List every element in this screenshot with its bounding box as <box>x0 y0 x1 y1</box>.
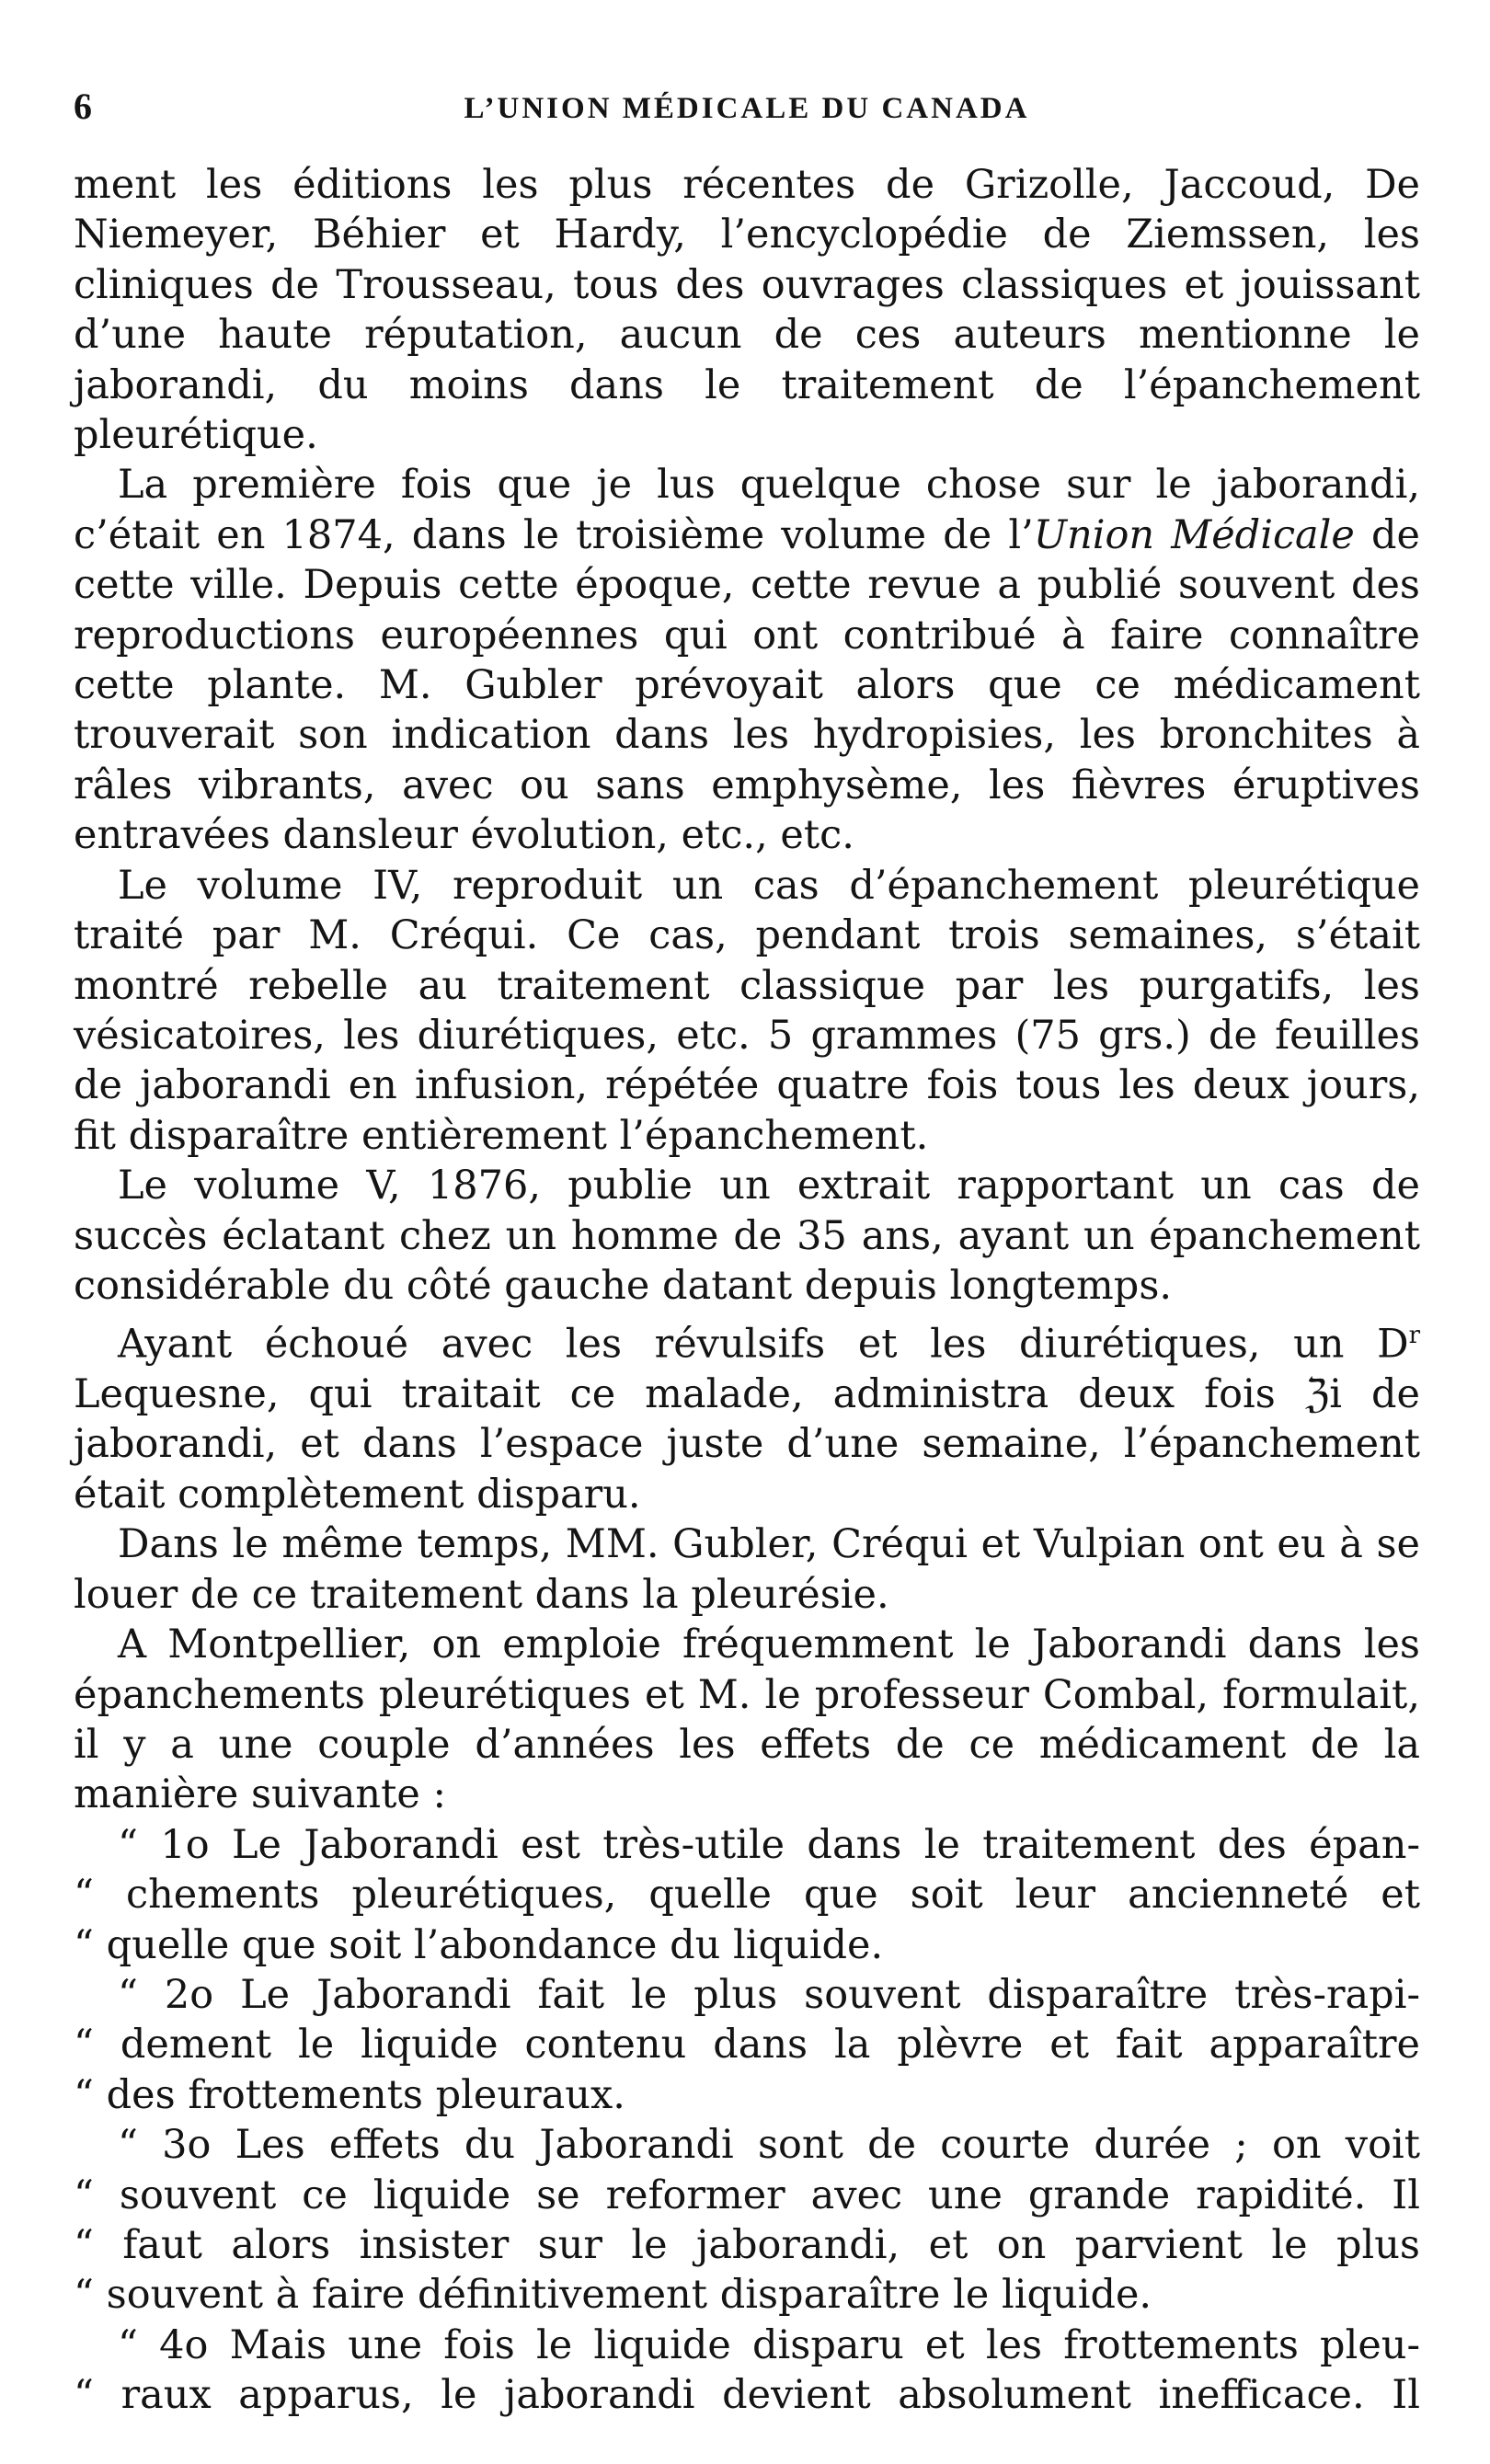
quote-line: “ faut alors insister sur le jaborandi, et on parvient le plus <box>74 2221 1420 2268</box>
page-header <box>74 85 1420 140</box>
quote-line: “ 4o Mais une fois le liquide disparu et les frottements pleu- <box>118 2321 1420 2368</box>
document-page <box>74 85 1420 2421</box>
paragraph-5-start: Ayant échoué avec les révulsifs et les diurétiques, un D <box>118 1321 1409 1368</box>
quote-1 <box>74 1820 1420 1970</box>
quote-line: “ dement le liquide contenu dans la plèvre et fait apparaître <box>74 2022 1420 2069</box>
quote-line: “ chements pleurétiques, quelle que soit leur ancienneté et <box>74 1872 1420 1919</box>
quote-line: “ souvent à faire définitivement disparaître le liquide. <box>74 2272 1152 2319</box>
paragraph-3: Le volume IV, reproduit un cas d’épanchement pleurétique traité par M. Créqui. Ce cas, pendant trois semaines, s’était montré rebelle au traitement classique par les purgatifs, les vésicatoires, les diurétiques, etc. 5 grammes (75 grs.) de feuilles de jaborandi en infusion, répétée quatre fois tous les deux jours, fit disparaître entièrement l’épanchement. <box>74 862 1420 1159</box>
journal-title: Union Médicale <box>1033 511 1355 558</box>
doctor-abbrev-sup: r <box>1408 1322 1420 1350</box>
quote-line: “ 2o Le Jaborandi fait le plus souvent disparaître très-rapi- <box>118 1971 1420 2018</box>
paragraph-1: ment les éditions les plus récentes de Grizolle, Jaccoud, De Niemeyer, Béhier et Hardy, l’encyclopédie de Ziemssen, les cliniques de Trousseau, tous des ouvrages classiques et jouissant d’une haute réputation, aucun de ces auteurs mentionne le jaborandi, du moins dans le traitement de l’épanchement pleurétique. <box>74 162 1420 459</box>
paragraph-4: Le volume V, 1876, publie un extrait rapportant un cas de succès éclatant chez un homme de 35 ans, ayant un épanchement considérable du côté gauche datant depuis longtemps. <box>74 1163 1420 1309</box>
paragraph-6: Dans le même temps, MM. Gubler, Créqui et Vulpian ont eu à se louer de ce traitement dans la pleurésie. <box>74 1521 1420 1618</box>
quote-line: “ raux apparus, le jaborandi devient absolument inefficace. Il <box>74 2372 1420 2419</box>
running-title: L’UNION MÉDICALE DU CANADA <box>464 92 1030 125</box>
quote-line: “ quelle que soit l’abondance du liquide. <box>74 1921 884 1968</box>
quote-4 <box>74 2321 1420 2421</box>
quote-2 <box>74 1970 1420 2120</box>
quote-3 <box>74 2120 1420 2321</box>
paragraph-2 <box>74 460 1420 860</box>
quote-line: “ souvent ce liquide se reformer avec une grande rapidité. Il <box>74 2172 1420 2218</box>
paragraph-2-end: de cette ville. Depuis cette époque, cette revue a publié souvent des reproductions européennes qui ont contribué à faire connaître cette plante. M. Gubler prévoyait alors que ce médicament trouverait son indication dans les hydropisies, les bronchites à râles vibrants, avec ou sans emphysème, les fièvres éruptives entravées dansleur évolution, etc., etc. <box>74 511 1420 859</box>
quote-line: “ 1o Le Jaborandi est très-utile dans le traitement des épan- <box>118 1821 1420 1868</box>
paragraph-2-start: La première fois que je lus quelque chose sur le jaborandi, c’était en 1874, dans le troisième volume de l’ <box>74 462 1420 558</box>
page-number: 6 <box>74 86 92 127</box>
paragraph-5 <box>74 1311 1420 1519</box>
paragraph-7: A Montpellier, on emploie fréquemment le Jaborandi dans les épanchements pleurétiques et M. le professeur Combal, formulait, il y a une couple d’années les effets de ce médicament de la manière suivante : <box>74 1622 1420 1818</box>
quote-line: “ 3o Les effets du Jaborandi sont de courte durée ; on voit <box>118 2122 1420 2169</box>
quote-line: “ des frottements pleuraux. <box>74 2071 625 2118</box>
body-text <box>74 160 1420 2421</box>
paragraph-5-end: Lequesne, qui traitait ce malade, administra deux fois ℨi de jaborandi, et dans l’espace juste d’une semaine, l’épanchement était complètement disparu. <box>74 1371 1420 1518</box>
